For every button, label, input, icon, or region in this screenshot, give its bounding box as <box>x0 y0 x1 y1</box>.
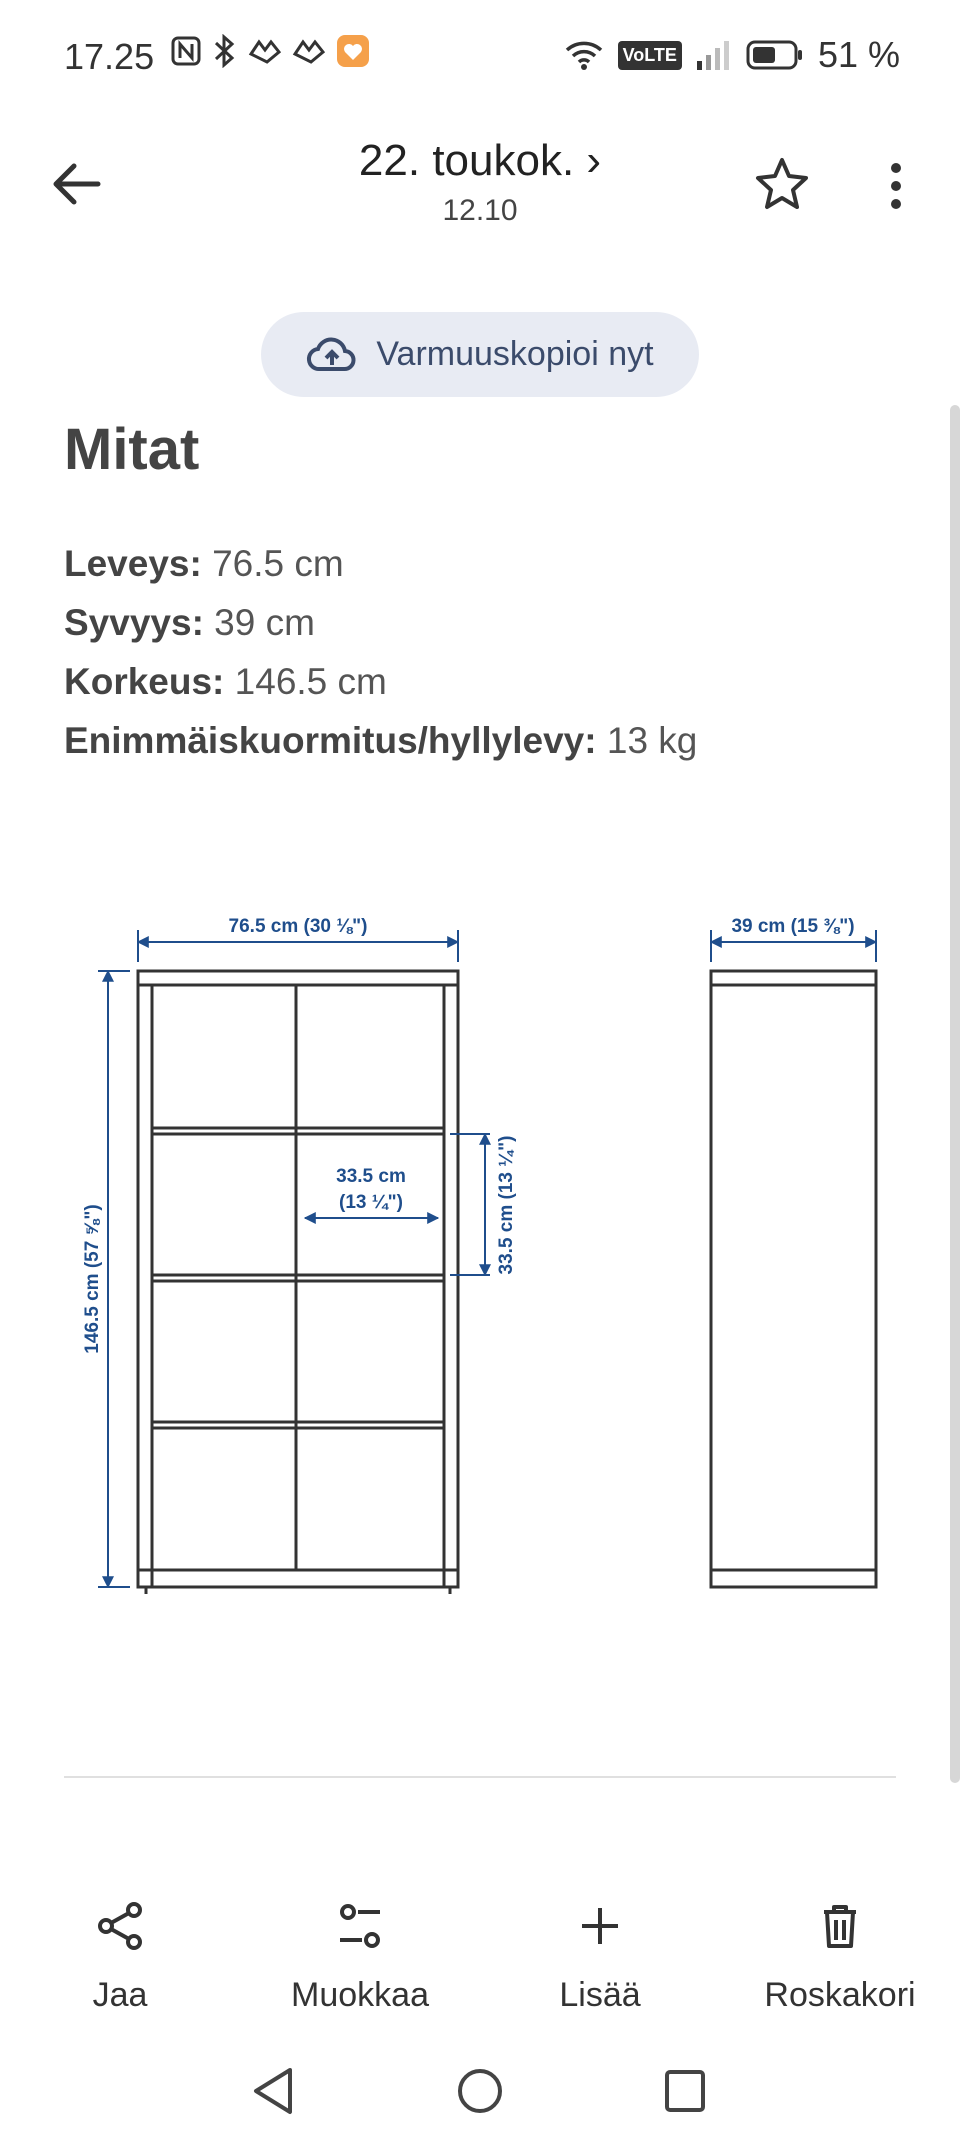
backup-now-button[interactable] <box>261 312 699 397</box>
width-label: 76.5 cm (30 ⅛") <box>228 916 368 937</box>
cell-height-label: 33.5 cm (13 ¼") <box>496 1135 517 1275</box>
favorite-button[interactable] <box>752 154 816 218</box>
edit-button[interactable] <box>270 1898 450 2015</box>
share-icon <box>92 1898 148 1954</box>
add-button[interactable] <box>510 1898 690 2015</box>
spec-label: Korkeus: <box>64 661 225 702</box>
back-nav-icon[interactable] <box>250 2066 296 2116</box>
nfc-icon <box>170 35 202 67</box>
side-view <box>711 971 876 1587</box>
depth-label: 39 cm (15 ⅜") <box>731 916 855 937</box>
share-label: Jaa <box>92 1976 148 2014</box>
cloud-upload-icon <box>306 335 358 375</box>
time-subtitle: 12.10 <box>442 194 518 227</box>
home-nav-icon[interactable] <box>456 2066 504 2116</box>
add-label: Lisää <box>559 1976 641 2014</box>
page-heading: Mitat <box>64 417 200 482</box>
shelf-dimension-diagram <box>60 900 900 1600</box>
wifi-icon <box>564 39 604 71</box>
spec-value: 146.5 cm <box>224 661 387 702</box>
spec-max-load <box>64 720 697 762</box>
height-label: 146.5 cm (57 ⅝") <box>82 1204 103 1354</box>
spec-label: Enimmäiskuormitus/hyllylevy: <box>64 720 597 761</box>
battery-percent: 51 % <box>817 34 900 75</box>
spec-width <box>64 543 344 585</box>
health-icon <box>248 36 282 66</box>
health-icon <box>292 36 326 66</box>
spec-label: Syvyys: <box>64 602 204 643</box>
title-area[interactable] <box>0 136 960 228</box>
star-icon <box>752 154 812 214</box>
cell-width-label: 33.5 cm <box>336 1166 406 1187</box>
cell-width-label-inch: (13 ¼") <box>339 1192 403 1213</box>
spec-value: 76.5 cm <box>201 543 344 584</box>
trash-label: Roskakori <box>764 1976 916 2014</box>
more-options-button[interactable] <box>876 154 916 218</box>
spec-value: 13 kg <box>596 720 698 761</box>
more-vert-icon <box>876 154 916 218</box>
spec-value: 39 cm <box>203 602 315 643</box>
plus-icon <box>572 1898 628 1954</box>
signal-icon <box>696 39 732 71</box>
divider <box>64 1776 896 1778</box>
spec-depth <box>64 602 315 644</box>
status-right <box>564 34 900 76</box>
recents-nav-icon[interactable] <box>662 2066 708 2116</box>
date-title[interactable]: 22. toukok. › <box>358 136 602 185</box>
spec-height <box>64 661 387 703</box>
backup-label: Varmuuskopioi nyt <box>376 335 654 373</box>
bluetooth-icon <box>212 34 238 68</box>
edit-label: Muokkaa <box>291 1976 429 2014</box>
scrollbar[interactable] <box>950 405 960 1783</box>
volte-icon: VoLTE <box>618 41 682 70</box>
battery-icon <box>746 39 804 71</box>
edit-sliders-icon <box>332 1898 388 1954</box>
trash-button[interactable] <box>750 1898 930 2015</box>
status-left-icons <box>170 34 370 68</box>
status-time: 17.25 <box>64 36 155 77</box>
trash-icon <box>812 1898 868 1954</box>
share-button[interactable] <box>30 1898 210 2015</box>
heart-app-icon <box>336 34 370 68</box>
spec-label: Leveys: <box>64 543 202 584</box>
front-view <box>138 971 458 1594</box>
